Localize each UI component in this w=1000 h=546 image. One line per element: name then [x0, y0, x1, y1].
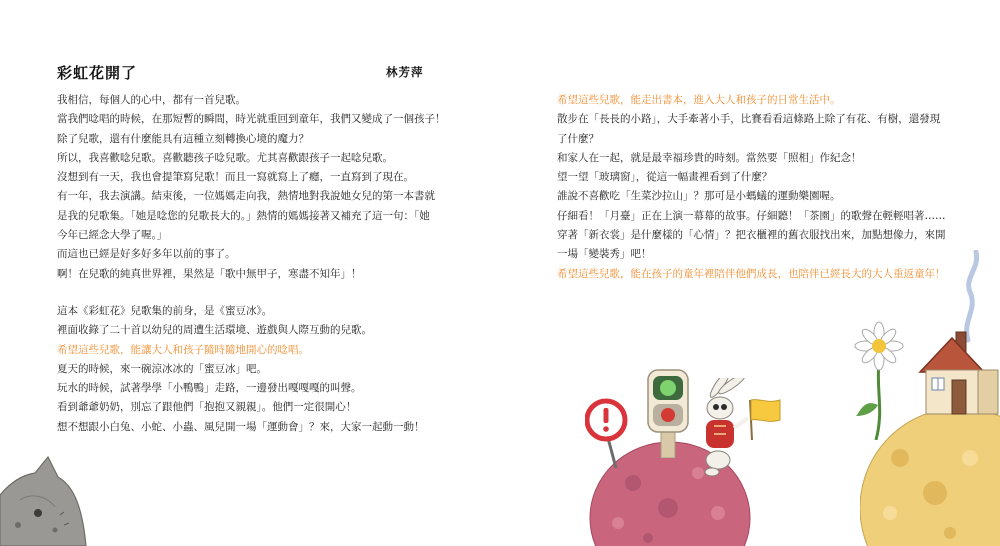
highlight-text-line: 希望這些兒歌，能讓大人和孩子隨時隨地開心的唸唱。 [57, 343, 309, 356]
right-page [500, 0, 1000, 546]
text-line: 穿著「新衣裳」是什麼樣的「心情」？把衣櫃裡的舊衣服找出來，加點想像力，來開 [557, 229, 946, 242]
text-line: 這本《彩虹花》兒歌集的前身，是《蜜豆冰》。 [57, 305, 273, 317]
text-line: 所以，我喜歡唸兒歌。喜歡聽孩子唸兒歌。尤其喜歡跟孩子一起唸兒歌。 [57, 151, 393, 164]
text-line: 仔細看！「月臺」正在上演一幕幕的故事。仔細聽！「茶園」的歌聲在輕輕唱著…… [557, 209, 946, 222]
grey-creature-icon [0, 455, 110, 546]
highlight-text-line: 希望這些兒歌，能走出書本，進入大人和孩子的日常生活中。 [557, 94, 841, 106]
exclamation-sign-icon [585, 398, 631, 468]
text-line: 望一望「玻璃窗」，從這一幅畫裡看到了什麼？ [557, 171, 773, 184]
daisy-icon [854, 320, 904, 440]
text-line: 我相信，每個人的心中，都有一首兒歌。 [57, 94, 246, 106]
text-line: 夏天的時候，來一碗涼冰冰的「蜜豆冰」吧。 [57, 362, 267, 375]
text-line: 沒想到有一天，我也會提筆寫兒歌！而且一寫就寫上了癮，一直寫到了現在。 [57, 171, 414, 184]
text-line: 和家人在一起，就是最幸福珍貴的時刻。當然要「照相」作紀念！ [557, 151, 862, 164]
text-line: 了什麼？ [557, 132, 599, 145]
hopes-paragraph [557, 91, 946, 284]
text-line: 散步在「長長的小路」，大手牽著小手，比賽看看這條路上除了有花、有樹，還發現 [557, 113, 941, 126]
author-name: 林芳萍 [386, 65, 424, 79]
book-description-paragraph [57, 302, 425, 437]
text-line: 除了兒歌，還有什麼能具有這種立刻轉換心境的魔力？ [57, 132, 309, 145]
text-line: 想不想跟小白兔、小蛇、小蟲、風兒開一場「運動會」？來，大家一起動一動！ [57, 420, 425, 433]
text-line: 而這也已經是好多好多年以前的事了。 [57, 248, 236, 261]
text-line: 是我的兒歌集。「她是唸您的兒歌長大的。」熱情的媽媽接著又補充了這一句：「她 [57, 209, 430, 222]
traffic-light-icon [645, 366, 693, 458]
text-line: 啊！在兒歌的純真世界裡，果然是「歌中無甲子，寒盡不知年」！ [57, 267, 362, 280]
text-line: 當我們唸唱的時候，在那短暫的瞬間，時光就重回到童年，我們又變成了一個孩子！ [57, 113, 446, 126]
text-line: 裡面收錄了二十首以幼兒的周遭生活環境、遊戲與人際互動的兒歌。 [57, 324, 372, 337]
text-line: 看到爺爺奶奶，別忘了跟他們「抱抱又親親」。他們一定很開心！ [57, 401, 357, 414]
text-line: 誰說不喜歡吃「生菜沙拉山」？那可是小螞蟻的運動樂園喔。 [557, 190, 841, 203]
highlight-text-line: 希望這些兒歌，能在孩子的童年裡陪伴他們成長，也陪伴已經長大的大人重返童年！ [557, 267, 946, 280]
flag-icon [746, 396, 786, 440]
house-icon [918, 250, 1000, 418]
text-line: 有一年，我去演講。結束後，一位媽媽走向我，熱情地對我說她女兒的第一本書就 [57, 190, 435, 203]
page-title: 彩虹花開了 [57, 64, 138, 82]
text-line: 玩水的時候，試著學學「小鴨鴨」走路，一邊發出嘎嘎嘎的叫聲。 [57, 382, 362, 395]
text-line: 今年已經念大學了喔。」 [57, 229, 168, 242]
intro-paragraph [57, 91, 446, 284]
text-line: 一場「變裝秀」吧！ [557, 248, 652, 261]
